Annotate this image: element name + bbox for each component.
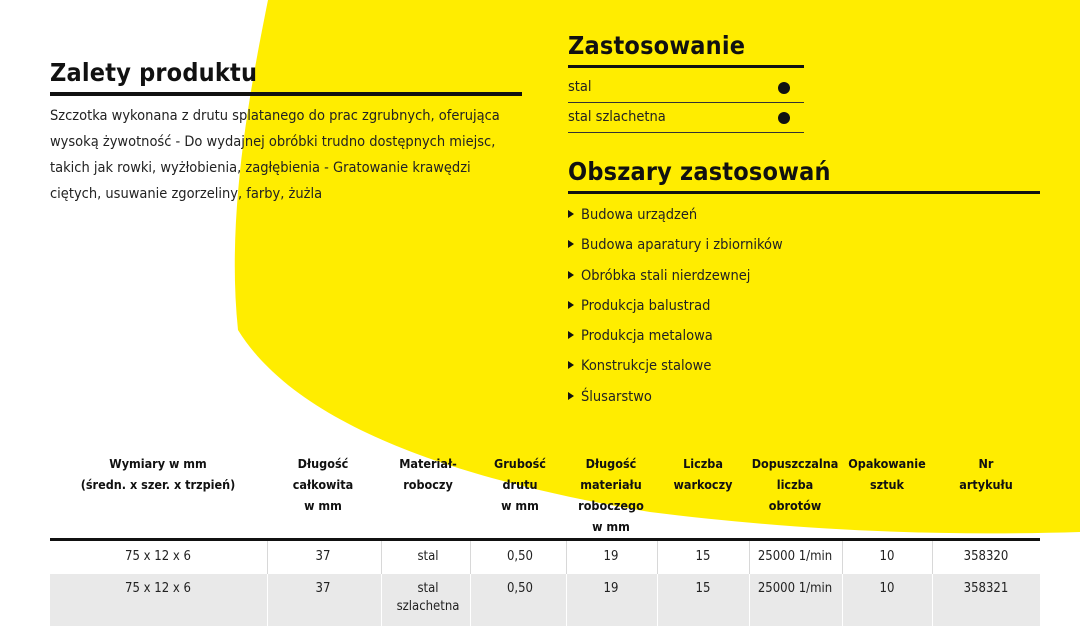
column-header-line: Nr [978, 456, 994, 471]
area-label: Produkcja metalowa [581, 328, 713, 344]
application-row [568, 73, 804, 103]
product-benefits-title: Zalety produktu [50, 58, 258, 87]
table-cell [98, 548, 218, 566]
table-cell-line: 75 x 12 x 6 [125, 581, 191, 596]
column-header-line: Opakowanie [848, 456, 926, 471]
table-cell [926, 580, 1046, 598]
area-list-item [568, 325, 713, 347]
table-cell-line: 0,50 [506, 549, 534, 564]
table-row [50, 574, 1040, 626]
application-rule [568, 65, 804, 68]
cell-separator [470, 574, 471, 626]
description-line: Szczotka wykonana z drutu splatanego do prac zgrubnych, oferująca [50, 108, 500, 124]
column-header-line: drutu [502, 477, 538, 492]
column-header-line: (średn. x szer. x trzpień) [80, 477, 236, 492]
application-title: Zastosowanie [568, 31, 746, 60]
application-areas-rule [568, 191, 1040, 194]
application-row [568, 103, 804, 133]
area-list-item [568, 355, 711, 377]
area-label: Produkcja balustrad [581, 298, 711, 314]
area-list-item [568, 295, 710, 317]
triangle-bullet-icon [568, 361, 574, 369]
column-header-line: Długość [585, 456, 637, 471]
column-header [561, 453, 661, 537]
cell-separator [749, 541, 750, 574]
area-label: Obróbka stali nierdzewnej [581, 268, 751, 284]
area-list-item [568, 204, 697, 226]
column-header [837, 453, 937, 495]
triangle-bullet-icon [568, 392, 574, 400]
table-cell-line: 37 [315, 581, 331, 596]
column-header-line: obrotów [768, 498, 822, 513]
table-row [50, 541, 1040, 574]
table-cell-line: 10 [879, 549, 895, 564]
cell-separator [932, 541, 933, 574]
description-line: takich jak rowki, wyżłobienia, zagłębienia - Gratowanie krawędzi [50, 160, 471, 176]
column-header-line: w mm [304, 498, 342, 513]
cell-separator [657, 541, 658, 574]
area-list-item [568, 265, 750, 287]
column-header-line: roboczego [578, 498, 644, 513]
column-header-line: Grubość [494, 456, 546, 471]
application-label: stal [568, 79, 592, 95]
area-label: Ślusarstwo [581, 389, 652, 405]
table-cell-line: 358320 [963, 549, 1009, 564]
triangle-bullet-icon [568, 301, 574, 309]
column-header [373, 453, 483, 495]
table-cell-line: stal [417, 581, 439, 596]
table-cell-line: 10 [879, 581, 895, 596]
table-cell-line: 19 [603, 581, 619, 596]
table-cell-line: 25000 1/min [757, 581, 833, 596]
cell-separator [381, 574, 382, 626]
product-benefits-rule [50, 92, 522, 96]
table-cell-line: 358321 [963, 581, 1009, 596]
table-cell-line: 15 [695, 581, 711, 596]
table-cell [263, 548, 383, 566]
triangle-bullet-icon [568, 331, 574, 339]
triangle-bullet-icon [568, 271, 574, 279]
table-cell-line: 37 [315, 549, 331, 564]
product-description [50, 103, 530, 207]
application-areas-title: Obszary zastosowań [568, 157, 831, 186]
column-header-line: Długość [297, 456, 349, 471]
column-header-line: roboczy [403, 477, 453, 492]
cell-separator [267, 574, 268, 626]
column-header [740, 453, 850, 516]
area-list-item [568, 234, 783, 256]
table-cell [98, 580, 218, 598]
column-header [475, 453, 565, 516]
cell-separator [566, 574, 567, 626]
column-header-line: liczba [776, 477, 814, 492]
column-header-line: Wymiary w mm [109, 456, 207, 471]
triangle-bullet-icon [568, 210, 574, 218]
column-header [268, 453, 378, 516]
triangle-bullet-icon [568, 240, 574, 248]
column-header-line: Liczba [683, 456, 723, 471]
column-header-line: artykułu [959, 477, 1013, 492]
cell-separator [470, 541, 471, 574]
column-header [48, 453, 268, 495]
table-cell [926, 548, 1046, 566]
column-header-line: Materiał- [399, 456, 457, 471]
table-cell-line: 15 [695, 549, 711, 564]
application-label: stal szlachetna [568, 109, 666, 125]
column-header-line: warkoczy [673, 477, 733, 492]
description-line: wysoką żywotność - Do wydajnej obróbki trudno dostępnych miejsc, [50, 134, 496, 150]
column-header-line: Dopuszczalna [751, 456, 839, 471]
cell-separator [932, 574, 933, 626]
cell-separator [381, 541, 382, 574]
cell-separator [657, 574, 658, 626]
column-header-line: w mm [592, 519, 630, 534]
area-label: Budowa urządzeń [581, 207, 698, 223]
table-cell-line: 25000 1/min [757, 549, 833, 564]
column-header [658, 453, 748, 495]
cell-separator [842, 541, 843, 574]
bullet-dot-icon [778, 112, 790, 124]
cell-separator [267, 541, 268, 574]
table-cell-line: 19 [603, 549, 619, 564]
column-header [941, 453, 1031, 495]
table-cell-line: stal [417, 549, 439, 564]
column-header-line: materiału [580, 477, 642, 492]
table-cell-line: 0,50 [506, 581, 534, 596]
table-cell [263, 580, 383, 598]
bullet-dot-icon [778, 82, 790, 94]
column-header-line: w mm [501, 498, 539, 513]
cell-separator [749, 574, 750, 626]
table-cell-line: szlachetna [396, 599, 460, 614]
area-list-item [568, 386, 652, 408]
table-cell-line: 75 x 12 x 6 [125, 549, 191, 564]
column-header-line: sztuk [869, 477, 905, 492]
cell-separator [842, 574, 843, 626]
column-header-line: całkowita [292, 477, 354, 492]
area-label: Budowa aparatury i zbiorników [581, 237, 783, 253]
area-label: Konstrukcje stalowe [581, 358, 712, 374]
cell-separator [566, 541, 567, 574]
description-line: ciętych, usuwanie zgorzeliny, farby, żużla [50, 186, 323, 202]
